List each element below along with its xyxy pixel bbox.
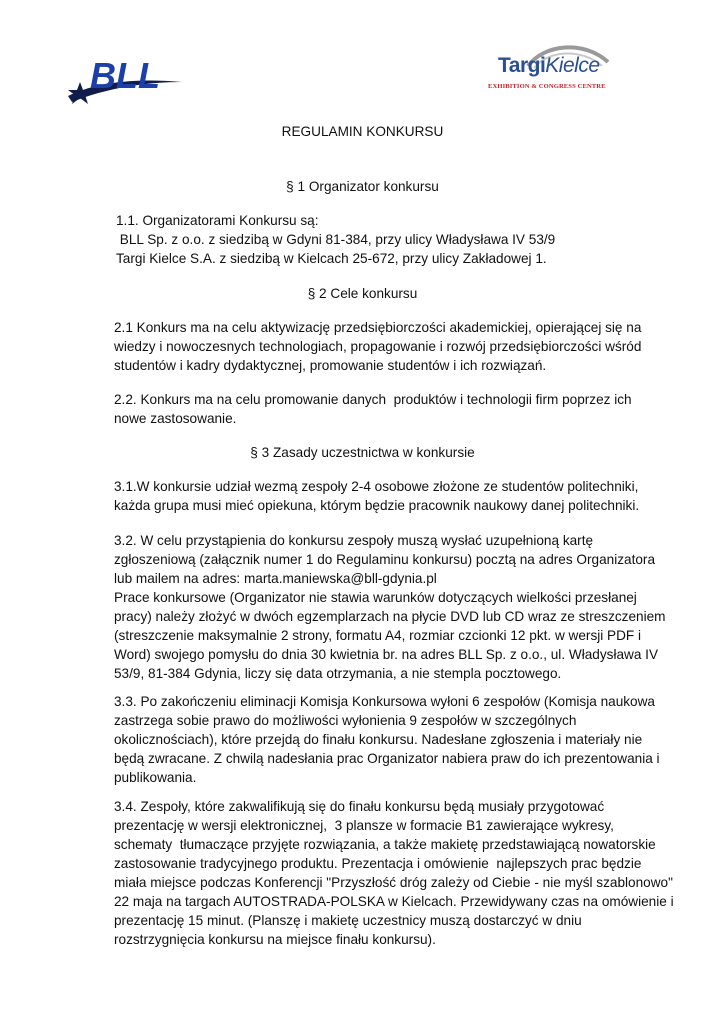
paragraph-line: prezentację w wersji elektronicznej, 3 plansze w formacie B1 zawierające wykresy,	[114, 818, 614, 833]
paragraph-line: Targi Kielce S.A. z siedzibą w Kielcach 25-672, przy ulicy Zakładowej 1.	[116, 251, 547, 266]
paragraph-line: zgłoszeniową (załącznik numer 1 do Regulaminu konkursu) pocztą na adres Organizatora	[114, 552, 656, 567]
paragraph-line: nowe zastosowanie.	[114, 411, 237, 426]
paragraph-line: będą zwracane. Z chwilą nadesłania prac Organizator nabiera praw do ich prezentowania i	[114, 751, 660, 766]
paragraph-line: lub mailem na adres: marta.maniewska@bll-gdynia.pl	[114, 571, 437, 586]
paragraph-line: 3.3. Po zakończeniu eliminacji Komisja Konkursowa wyłoni 6 zespołów (Komisja naukowa	[114, 694, 655, 709]
section-1-heading: § 1 Organizator konkursu	[286, 179, 439, 194]
paragraph-line: 22 maja na targach AUTOSTRADA-POLSKA w Kielcach. Przewidywany czas na omówienie i	[114, 894, 674, 909]
paragraph-line: 3.2. W celu przystąpienia do konkursu zespoły muszą wysłać uzupełnioną kartę	[114, 533, 594, 548]
paragraph-line: okolicznościach), które przejdą do finału konkursu. Nadesłane zgłoszenia i materiały nie	[114, 732, 643, 747]
paragraph-3-3	[114, 692, 660, 787]
paragraph-line: BLL Sp. z o.o. z siedzibą w Gdyni 81-384, przy ulicy Władysława IV 53/9	[116, 232, 556, 247]
section-2-heading: § 2 Cele konkursu	[307, 286, 418, 301]
paragraph-line: (streszczenie maksymalnie 2 strony, formatu A4, rozmiar czcionki 12 pkt. w wersji PDF i	[114, 628, 642, 643]
paragraph-line: wiedzy i nowoczesnych technologiach, propagowanie i rozwój przedsiębiorczości wśród	[114, 339, 642, 354]
bll-logo-graphic	[66, 52, 184, 108]
paragraph-line: 3.4. Zespoły, które zakwalifikują się do finału konkursu będą musiały przygotować	[114, 799, 605, 814]
paragraph-3-2	[114, 531, 666, 683]
paragraph-line: prezentację 15 minut. (Planszę i makietę uczestnicy muszą dostarczyć w dniu	[114, 913, 582, 928]
targi-kielce-wordmark	[498, 54, 600, 78]
paragraph-line: pracy) należy złożyć w dwóch egzemplarzach na płycie DVD lub CD wraz ze streszczeniem	[114, 609, 666, 624]
paragraph-2-1	[114, 318, 654, 375]
targi-brand-bold: Targi	[498, 54, 546, 77]
paragraph-line: 2.2. Konkurs ma na celu promowanie danych produktów i technologii firm poprzez ich	[114, 392, 632, 407]
paragraph-line: zastosowanie tradycyjnego produktu. Prezentacja i omówienie najlepszych prac będzie	[114, 856, 642, 871]
paragraph-line: Word) swojego pomysłu do dnia 30 kwietnia br. na adres BLL Sp. z o.o., ul. Władysława IV	[114, 647, 659, 662]
paragraph-line: 53/9, 81-384 Gdynia, liczy się data otrzymania, a nie stempla pocztowego.	[114, 666, 562, 681]
paragraph-3-4	[114, 797, 674, 949]
paragraph-line: Prace konkursowe (Organizator nie stawia warunków dotyczących wielkości przesłanej	[114, 590, 637, 605]
bll-logo-text: BLL	[90, 55, 160, 96]
paragraph-2-2	[114, 390, 654, 428]
document-title: REGULAMIN KONKURSU	[281, 124, 444, 139]
section-1-organizers	[116, 211, 656, 268]
section-3-heading: § 3 Zasady uczestnictwa w konkursie	[250, 445, 475, 460]
targi-brand-italic: Kielce	[545, 54, 600, 77]
paragraph-line: każda grupa musi mieć opiekuna, którym będzie pracownik naukowy danej politechniki.	[114, 498, 640, 513]
paragraph-line: rozstrzygnięcia konkursu na miejsce finału konkursu).	[114, 932, 436, 947]
paragraph-3-1	[114, 477, 654, 515]
paragraph-line: schematy tłumaczące przyjęte rozwiązania, a także makietę przedstawiającą nowatorskie	[114, 837, 656, 852]
targi-kielce-logo	[484, 42, 624, 96]
paragraph-line: 3.1.W konkursie udział wezmą zespoły 2-4 osobowe złożone ze studentów politechniki,	[114, 479, 639, 494]
paragraph-line: 2.1 Konkurs ma na celu aktywizację przedsiębiorczości akademickiej, opierającej się na	[114, 320, 642, 335]
paragraph-line: zastrzega sobie prawo do możliwości wyłonienia 9 zespołów w szczególnych	[114, 713, 577, 728]
paragraph-line: miała miejsce podczas Konferencji "Przyszłość dróg zależy od Ciebie - nie myśl szablonowo"	[114, 875, 673, 890]
targi-subtitle: EXHIBITION & CONGRESS CENTRE	[488, 83, 606, 90]
bll-logo	[66, 52, 184, 108]
paragraph-line: 1.1. Organizatorami Konkursu są:	[116, 213, 319, 228]
paragraph-line: studentów i kadry dydaktycznej, promowanie studentów i ich rozwiązań.	[114, 358, 547, 373]
paragraph-line: publikowania.	[114, 770, 197, 785]
